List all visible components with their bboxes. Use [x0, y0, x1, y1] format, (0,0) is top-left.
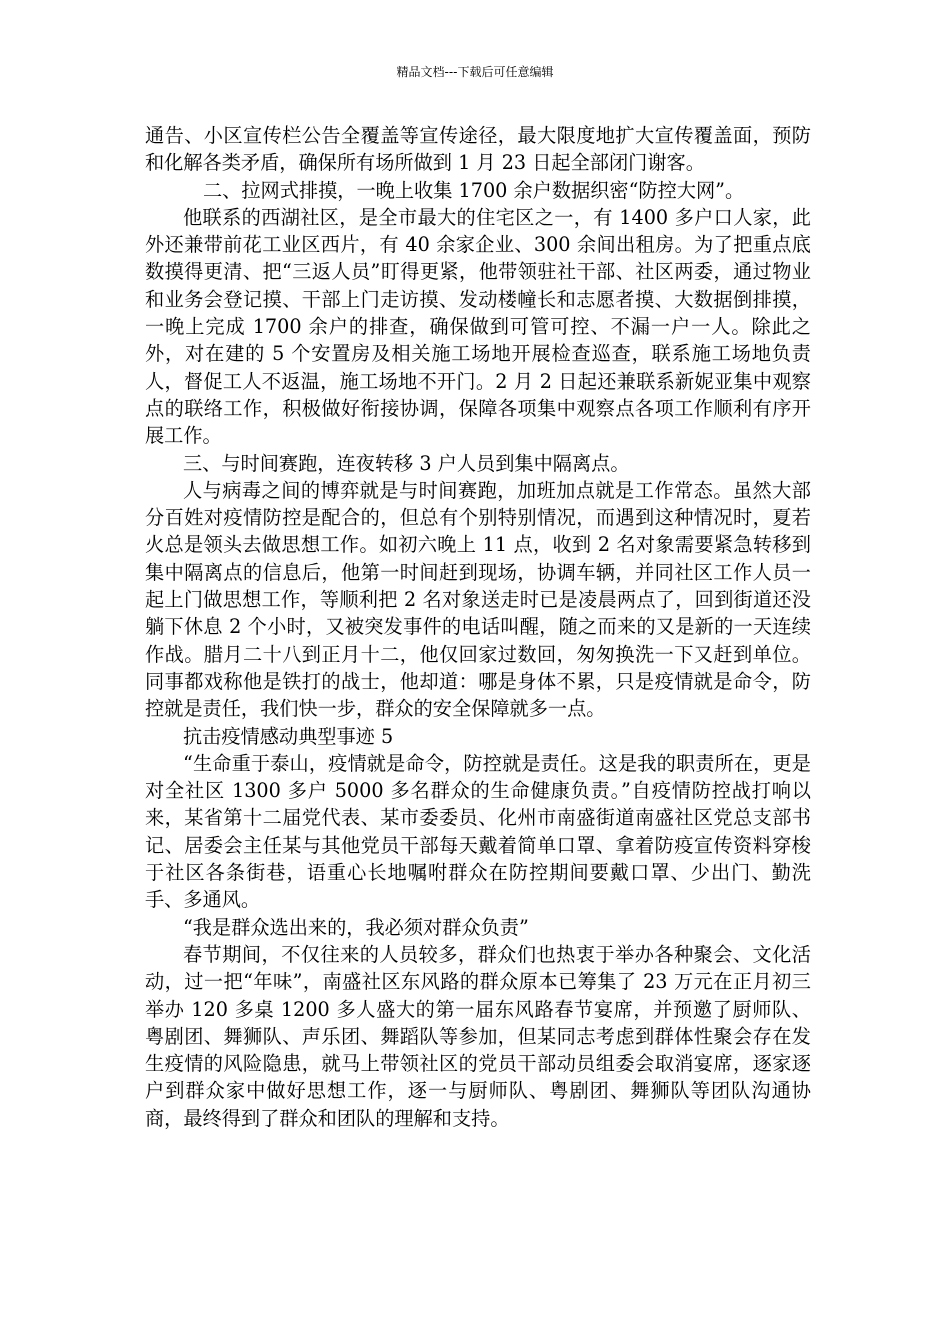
- paragraph-xihu-community: 他联系的西湖社区，是全市最大的住宅区之一，有 1400 多户口人家，此外还兼带前花工业区西片，有 40 余家企业、300 余间出租房。为了把重点底数摸得更清、把“三返人员”盯得更紧，他带领驻社干部、社区两委，通过物业和业务会登记摸、干部上门走访摸、发动楼幢长和志愿者摸、大数据倒排摸，一晚上完成 1700 余户的排查，确保做到可管可控、不漏一户一人。除此之外，对在建的 5 个安置房及相关施工场地开展检查巡查，联系施工场地负责人，督促工人不返温，施工场地不开门。2 月 2 日起还兼联系新妮亚集中观察点的联络工作，积极做好衔接协调，保障各项集中观察点各项工作顺利有序开展工作。: [145, 205, 811, 448]
- section-heading-3: 三、与时间赛跑，连夜转移 3 户人员到集中隔离点。: [183, 451, 630, 475]
- paragraph-race-against-time: 人与病毒之间的博弈就是与时间赛跑，加班加点就是工作常态。虽然大部分百姓对疫情防控是配合的，但总有个别特别情况，而遇到这种情况时，夏若火总是领头去做思想工作。如初六晚上 11 点，收到 2 名对象需要紧急转移到集中隔离点的信息后，他第一时间赶到现场，协调车辆，并同社区工作人员一起上门做思想工作，等顺利把 2 名对象送走时已是凌晨两点了，回到街道还没躺下休息 2 个小时，又被突发事件的电话叫醒，随之而来的又是新的一天连续作战。腊月二十八到正月十二，他仅回家过数回，匆匆换洗一下又赶到单位。同事都戏称他是铁打的战士，他却道：哪是身体不累，只是疫情就是命令，防控就是责任，我们快一步，群众的安全保障就多一点。: [145, 478, 811, 721]
- section-heading-2: 二、拉网式排摸，一晚上收集 1700 余户数据织密“防控大网”。: [203, 178, 745, 202]
- story-title-5: 抗击疫情感动典型事迹 5: [183, 724, 394, 748]
- paragraph-life-is-heavy: “生命重于泰山，疫情就是命令，防控就是责任。这是我的职责所在，更是对全社区 1300 多户 5000 多名群众的生命健康负责。”自疫情防控战打响以来，某省第十二届党代表、某市委委员、化州市南盛街道南盛社区党总支部书记、居委会主任某与其他党员干部每天戴着简单口罩、拿着防疫宣传资料穿梭于社区各条街巷，语重心长地嘱咐群众在防控期间要戴口罩、少出门、勤洗手、多通风。: [145, 751, 811, 912]
- subheading-responsible-to-masses: “我是群众选出来的，我必须对群众负责”: [183, 915, 529, 939]
- document-body: [145, 122, 811, 1132]
- page-header: 精品文档---下载后可任意编辑: [396, 65, 554, 79]
- paragraph-spring-festival: 春节期间，不仅往来的人员较多，群众们也热衷于举办各种聚会、文化活动，过一把“年味”，南盛社区东风路的群众原本已筹集了 23 万元在正月初三举办 120 多桌 1200 多人盛大的第一届东风路春节宴席，并预邀了厨师队、粤剧团、舞狮队、声乐团、舞蹈队等参加，但某同志考虑到群体性聚会存在发生疫情的风险隐患，就马上带领社区的党员干部动员组委会取消宴席，逐家逐户到群众家中做好思想工作，逐一与厨师队、粤剧团、舞狮队等团队沟通协商，最终得到了群众和团队的理解和支持。: [145, 942, 811, 1130]
- paragraph-continuation: 通告、小区宣传栏公告全覆盖等宣传途径，最大限度地扩大宣传覆盖面，预防和化解各类矛盾，确保所有场所做到 1 月 23 日起全部闭门谢客。: [145, 124, 811, 175]
